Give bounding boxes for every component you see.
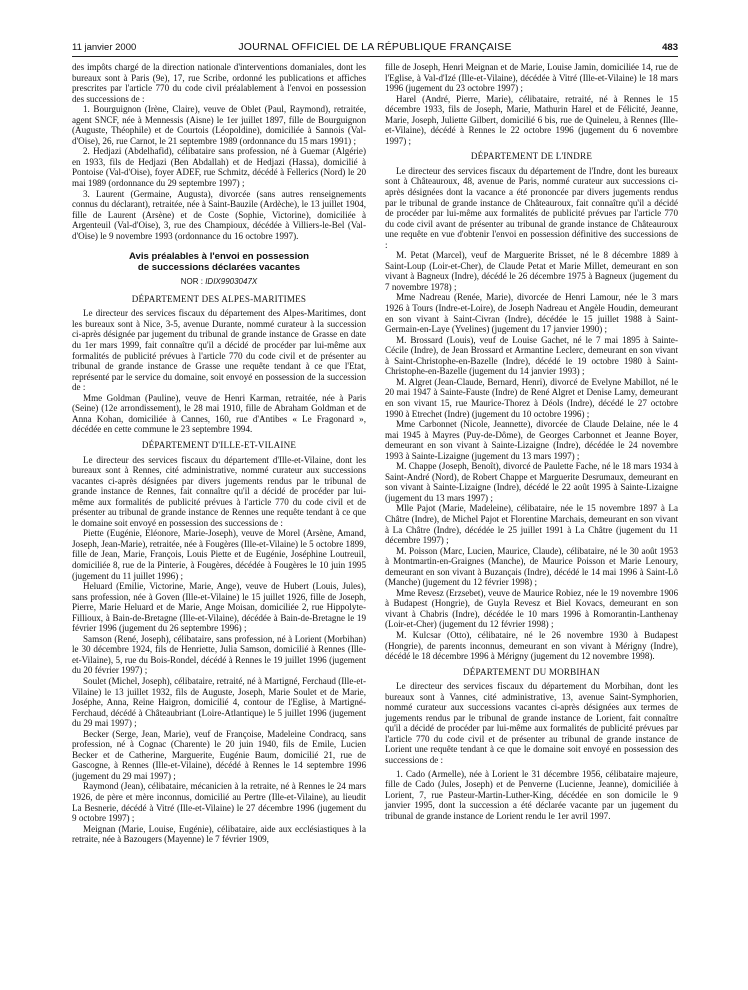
list-item: M. Algret (Jean-Claude, Bernard, Henri), divorcé de Evelyne Mabillot, né le 20 mai 1947 à Sainte-Fauste (Indre) de René Algret et Denise Lamy, demeurant en son vivant 15, rue Maurice-Thorez à Déols (Indre), décédé le 27 octobre 1990 à Etrechet (Indre) (jugement du 10 octobre 1996) ; [385,376,678,419]
notice-title-line-2: de successions déclarées vacantes [137,262,301,274]
notice-title-line-1: Avis préalables à l'envoi en possession [128,251,310,263]
right-column [385,62,678,821]
department-text: Le directeur des services fiscaux du département des Alpes-Maritimes, dont les bureaux sont à Nice, 3-5, avenue Durante, nommé curateur à la succession ci-après désignée par jugement du tribunal de grande instance de Grasse en date du 1er mars 1999, fait connaître qu'il a décidé de procéder par lui-même aux formalités de publicité prévues à l'article 770 du code civil et de présenter au tribunal de grande instance de Grasse une requête tendant à ce que l'Etat, représenté par le service du domaine, soit envoyé en possession de la succession de : [72,308,366,393]
department-text: Le directeur des services fiscaux du département d'Ille-et-Vilaine, dont les bureaux sont à Rennes, cité administrative, nommé curateur aux successions vacantes ci-après désignées par divers jugements rendus par le tribunal de grande instance de Rennes, fait connaître qu'il a décidé de procéder par lui-même aux formalités de publicité prévues à l'article 770 du code civil et de présenter au tribunal de grande instance de Rennes une requête tendant à ce que le domaine soit envoyé en possession des successions de : [72,454,366,528]
intro-paragraph: des impôts chargé de la direction nationale d'interventions domaniales, dont les bureaux sont à Paris (9e), 17, rue Scribe, ordonné les publications et affiches prescrites par l'article 770 du code civil préalablement à l'envoi en possession des successions de : [72,62,366,104]
list-item: Meignan (Marie, Louise, Eugénie), célibataire, aide aux ecclésiastiques à la retraite, née à Bazougers (Mayenne) le 7 février 1909, [72,823,366,845]
department-heading-ille: DÉPARTEMENT D'ILLE-ET-VILAINE [141,439,297,450]
list-item: Mme Revesz (Erzsebet), veuve de Maurice Robiez, née le 19 novembre 1906 à Budapest (Hongrie), de Guyla Revesz et Biel Kovacs, demeurant en son vivant à Chabris (Indre), décédée le 10 mars 1996 à Romorantin-Lanthenay (Loir-et-Cher) (jugement du 12 février 1998) ; [385,587,678,630]
list-item: Heluard (Emilie, Victorine, Marie, Ange), veuve de Hubert (Louis, Jules), sans profession, née à Goven (Ille-et-Vilaine) le 15 juillet 1926, fille de Joseph, Pierre, Marie Heluard et de Marie, Ange Moisan, domiciliée 2, rue Hippolyte-Fillioux, à Bain-de-Bretagne (Ille-et-Vilaine), décédée à Bain-de-Bretagne le 19 février 1996 (jugement du 26 septembre 1996) ; [72,581,366,634]
page-number: 483 [662,42,678,53]
left-column [72,62,366,845]
list-item: M. Kulcsar (Otto), célibataire, né le 26 novembre 1930 à Budapest (Hongrie), de parents inconnus, demeurant en son vivant à Mérigny (Indre), décédé le 18 décembre 1996 à Mérigny (jugement du 12 novembre 1998). [385,629,678,662]
page-header [72,40,678,57]
list-item: Piette (Eugénie, Eléonore, Marie-Joseph), veuve de Morel (Arsène, Amand, Joseph, Jean-Marie), retraitée, née à Fougères (Ille-et-Vilaine) le 5 octobre 1899, fille de Jean, Marie, François, Louis Piette et de Eugénie, Joséphine Loutreuil, domiciliée 8, rue de la Pinterie, à Fougères, décédée à Fougères le 10 juin 1995 (jugement du 11 juillet 1996) ; [72,528,366,581]
department-heading-morbihan: DÉPARTEMENT DU MORBIHAN [463,666,600,677]
nor-label: NOR : [180,277,203,287]
list-item: Raymond (Jean), célibataire, mécanicien à la retraite, né à Rennes le 24 mars 1926, de père et mère inconnus, domicilié au Pertre (Ille-et-Vilaine), au lieudit La Besnerie, décédé à Vitré (Ille-et-Vilaine) le 27 décembre 1996 (jugement du 9 octobre 1997) ; [72,781,366,824]
list-item: M. Poisson (Marc, Lucien, Maurice, Claude), célibataire, né le 30 août 1953 à Montmartin-en-Graignes (Manche), de Maurice Poisson et Marie Lenoury, demeurant en son vivant à Buzançais (Indre), décédé le 14 mai 1996 à Saint-Lô (Manche) (jugement du 12 février 1998) ; [385,545,678,588]
list-item: 1. Cado (Armelle), née à Lorient le 31 décembre 1956, célibataire majeure, fille de Cado (Jules, Joseph) et de Penverne (Lucienne, Jeanne), domiciliée à Lorient, 7, rue Pasteur-Martin-Luther-King, décédée en son domicile le 9 janvier 1995, dont la succession a été déclarée vacante par un jugement du tribunal de grande instance de Lorient rendu le 1er avril 1997. [385,768,678,821]
list-item: M. Brossard (Louis), veuf de Louise Gachet, né le 7 mai 1895 à Sainte-Cécile (Indre), de Jean Brossard et Armantine Leclerc, demeurant en son vivant à Saint-Christophe-en-Bazelle (Indre), décédé le 19 octobre 1980 à Saint-Christophe-en-Bazelle (jugement du 14 janvier 1993) ; [385,334,678,377]
nor-reference [72,277,366,288]
journal-title: JOURNAL OFFICIEL DE LA RÉPUBLIQUE FRANÇAISE [238,41,512,53]
department-heading-indre: DÉPARTEMENT DE L'INDRE [470,151,593,162]
list-item: 1. Bourguignon (Irène, Claire), veuve de Oblet (Paul, Raymond), retraitée, agent SNCF, née à Mennessis (Aisne) le 1er juillet 1897, fille de Bourguignon (Auguste, Théophile) et de Courtois (Léopoldine), domiciliée à Sannois (Val-d'Oise), 26, rue Carnot, le 21 septembre 1989 (ordonnance du 15 mars 1991) ; [72,104,366,146]
list-item: Harel (André, Pierre, Marie), célibataire, retraité, né à Rennes le 15 décembre 1933, fils de Joseph, Marie, Mathurin Harel et de Félicité, Jeanne, Marie, Joseph, Juliette Gilbert, domicilié 6 bis, rue de Quineleu, à Rennes (Ille-et-Vilaine), décédé à Rennes le 22 octobre 1996 (jugement du 6 novembre 1997) ; [385,93,678,146]
list-item: Samson (René, Joseph), célibataire, sans profession, né à Lorient (Morbihan) le 30 décembre 1924, fils de Henriette, Julia Samson, domicilié à Rennes (Ille-et-Vilaine), 5, rue du Bois-Rondel, décédé à Rennes le 19 juillet 1996 (jugement du 20 février 1997) ; [72,633,366,676]
list-item: 3. Laurent (Germaine, Augusta), divorcée (sans autres renseignements connus du déclarant), retraitée, née à Saint-Bauzile (Ardèche), le 13 juillet 1904, fille de Laurent (Arsène) et de Coste (Sophie, Victorine), domiciliée à Argenteuil (Val-d'Oise), 3, rue des Champioux, décédée à Villiers-le-Bel (Val-d'Oise) le 9 novembre 1993 (ordonnance du 16 octobre 1997). [72,188,366,241]
nor-code: IDIX9903047X [205,277,258,287]
list-item: Mlle Pajot (Marie, Madeleine), célibataire, née le 15 novembre 1897 à La Châtre (Indre), de Michel Pajot et Florentine Marchais, demeurant en son vivant à La Châtre (Indre), décédée le 25 juillet 1991 à La Châtre (jugement du 11 décembre 1997) ; [385,503,678,546]
list-item: M. Petat (Marcel), veuf de Marguerite Brisset, né le 8 décembre 1889 à Saint-Loup (Loir-et-Cher), de Claude Petat et Marie Millet, demeurant en son vivant à Bagneux (Indre), décédé le 26 décembre 1975 à Bagneux (jugement du 7 novembre 1978) ; [385,250,678,292]
list-item: Soulet (Michel, Joseph), célibataire, retraité, né à Martigné, Ferchaud (Ille-et-Vilaine) le 13 juillet 1932, fils de Auguste, Joseph, Marie Soulet et de Marie, Joséphe, Anna, Reine Haigron, domicilié 4, contour de l'Eglise, à Martigné-Ferchaud, décédé à Châteaubriant (Loire-Atlantique) le 5 juillet 1996 (jugement du 29 mai 1997) ; [72,675,366,729]
list-item: Mme Nadreau (Renée, Marie), divorcée de Henri Lamour, née le 3 mars 1926 à Tours (Indre-et-Loire), de Joseph Nadreau et Angèle Houdin, demeurant en son vivant à Saint-Civran (Indre), décédée le 15 juillet 1988 à Saint-Germain-en-Laye (Yvelines) (jugement du 17 janvier 1990) ; [385,292,678,335]
list-item: 2. Hedjazi (Abdelhafid), célibataire sans profession, né à Guemar (Algérie) en 1933, fils de Hedjazi (Ben Abdallah) et de Hedjazi (Hassa), domicilié à Pontoise (Val-d'Oise), foyer ADEF, rue Schmitz, décédé à Fellerics (Nord) le 20 mai 1989 (ordonnance du 29 septembre 1997) ; [72,146,366,189]
department-text: Le directeur des services fiscaux du département du Morbihan, dont les bureaux sont à Vannes, cité administrative, 13, avenue Saint-Symphorien, nommé curateur aux successions vacantes ci-après désignées aux termes de jugements rendus par le tribunal de grande instance de Lorient, fait connaître qu'il a décidé de procéder par lui-même aux formalités de publicité prévues par l'article 770 du code civil et de présenter au tribunal de grande instance de Lorient une requête tendant à ce que le domaine soit envoyé en possession des successions de : [385,681,678,765]
department-text: Le directeur des services fiscaux du département de l'Indre, dont les bureaux sont à Châteauroux, 48, avenue de Paris, nommé curateur aux successions ci-après désignées dont la vacance a été prononcée par divers jugements rendus par le tribunal de grande instance de Châteauroux, fait connaître qu'il a décidé de procéder par lui-même aux formalités de publicité prévues par l'article 770 du code civil avant de présenter au tribunal de grande instance de Châteauroux une requête en vue d'obtenir l'envoi en possession définitive des successions de : [385,165,678,250]
list-item: Mme Carbonnet (Nicole, Jeannette), divorcée de Claude Delaine, née le 4 mai 1945 à Mayres (Puy-de-Dôme), de Georges Carbonnet et Jeanne Boyer, demeurant en son vivant à Sainte-Lizaigne (Indre), décédée le 24 novembre 1993 à Sainte-Lizaigne (jugement du 13 mars 1997) ; [385,419,678,461]
list-item: Mme Goldman (Pauline), veuve de Henri Karman, retraitée, née à Paris (Seine) (12e arrondissement), le 28 mai 1910, fille de Abraham Goldman et de Anna Kohan, domiciliée à Cannes, 160, rue d'Antibes « Le Fragonard », décédée en cette commune le 23 septembre 1994. [72,392,366,435]
list-item: Becker (Serge, Jean, Marie), veuf de Françoise, Madeleine Condracq, sans profession, né à Cognac (Charente) le 20 juin 1940, fils de Emile, Lucien Becker et de Catherine, Marguerite, Eugénie Baum, domicilié 21, rue de Gascogne, à Rennes (Ille-et-Vilaine), décédé à Rennes le 14 septembre 1996 (jugement du 29 mai 1997) ; [72,728,366,781]
list-item: M. Chappe (Joseph, Benoît), divorcé de Paulette Fache, né le 18 mars 1934 à Saint-André (Nord), de Robert Chappe et Marguerite Desrumaux, demeurant en son vivant à Sainte-Lizaigne (Indre), décédé le 22 août 1995 à Sainte-Lizaigne (jugement du 13 mars 1997) ; [385,461,678,503]
notice-title [72,251,366,273]
continuation-paragraph: fille de Joseph, Henri Meignan et de Marie, Louise Jamin, domiciliée 14, rue de l'Eglise, à Val-d'Izé (Ille-et-Vilaine), décédée à Vitré (Ille-et-Vilaine) le 18 mars 1996 (jugement du 23 octobre 1997) ; [385,62,678,94]
department-heading-alpes: DÉPARTEMENT DES ALPES-MARITIMES [131,293,307,304]
header-date: 11 janvier 2000 [72,42,137,53]
